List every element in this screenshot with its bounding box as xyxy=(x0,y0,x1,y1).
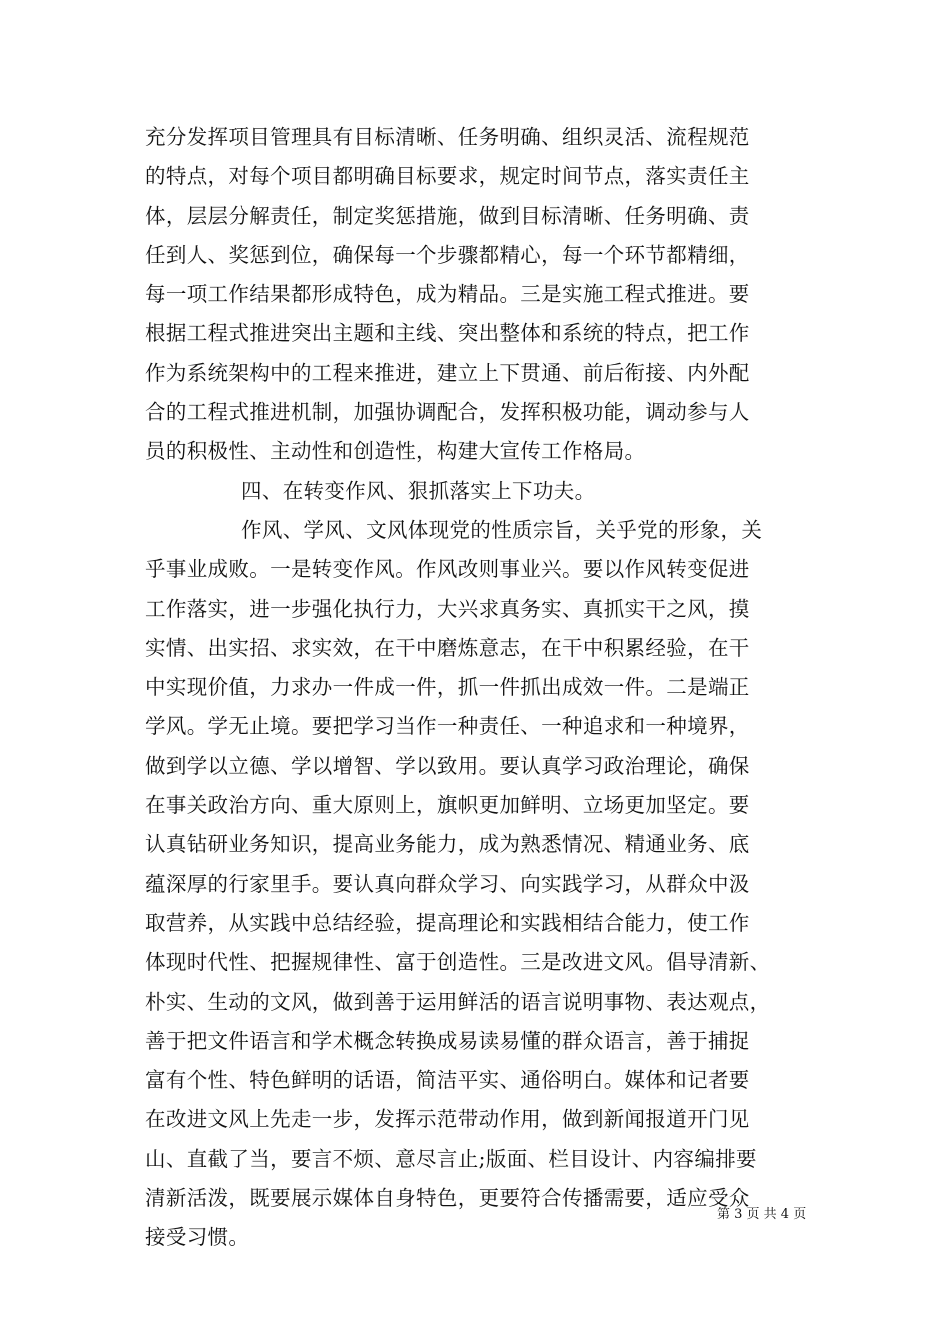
text-line: 实情、出实招、求实效，在干中磨炼意志，在干中积累经验，在干 xyxy=(145,635,750,660)
text-line: 根据工程式推进突出主题和主线、突出整体和系统的特点，把工作 xyxy=(145,321,750,346)
body-text xyxy=(145,118,825,1258)
text-line: 学风。学无止境。要把学习当作一种责任、一种追求和一种境界， xyxy=(145,714,750,739)
text-line: 蕴深厚的行家里手。要认真向群众学习、向实践学习，从群众中汲 xyxy=(145,871,750,896)
text-line: 善于把文件语言和学术概念转换成易读易懂的群众语言，善于捕捉 xyxy=(145,1028,750,1053)
text-line: 作风、学风、文风体现党的性质宗旨，关乎党的形象，关 xyxy=(241,517,763,542)
text-line: 富有个性、特色鲜明的话语，简洁平实、通俗明白。媒体和记者要 xyxy=(145,1068,750,1093)
text-line: 做到学以立德、学以增智、学以致用。要认真学习政治理论，确保 xyxy=(145,753,750,778)
text-line: 在改进文风上先走一步，发挥示范带动作用，做到新闻报道开门见 xyxy=(145,1107,750,1132)
text-line: 山、直截了当，要言不烦、意尽言止;版面、栏目设计、内容编排要 xyxy=(145,1146,757,1171)
text-line: 每一项工作结果都形成特色，成为精品。三是实施工程式推进。要 xyxy=(145,282,750,307)
text-line: 接受习惯。 xyxy=(145,1225,250,1250)
text-line: 充分发挥项目管理具有目标清晰、任务明确、组织灵活、流程规范 xyxy=(145,125,750,149)
text-line: 朴实、生动的文风，做到善于运用鲜活的语言说明事物、表达观点， xyxy=(145,989,771,1014)
section-heading: 四、在转变作风、狠抓落实上下功夫。 xyxy=(241,478,596,503)
text-line: 合的工程式推进机制，加强协调配合，发挥积极功能，调动参与人 xyxy=(145,400,750,425)
text-line: 取营养，从实践中总结经验，提高理论和实践相结合能力，使工作 xyxy=(145,910,750,935)
text-line: 乎事业成败。一是转变作风。作风改则事业兴。要以作风转变促进 xyxy=(145,557,750,582)
text-line: 员的积极性、主动性和创造性，构建大宣传工作格局。 xyxy=(145,439,646,464)
text-line: 中实现价值，力求办一件成一件，抓一件抓出成效一件。二是端正 xyxy=(145,675,750,700)
text-line: 在事关政治方向、重大原则上，旗帜更加鲜明、立场更加坚定。要 xyxy=(145,793,750,818)
text-line: 清新活泼，既要展示媒体自身特色，更要符合传播需要，适应受众 xyxy=(145,1186,750,1211)
text-line: 任到人、奖惩到位，确保每一个步骤都精心，每一个环节都精细， xyxy=(145,242,750,267)
text-line: 工作落实，进一步强化执行力，大兴求真务实、真抓实干之风，摸 xyxy=(145,596,750,621)
text-line: 体，层层分解责任，制定奖惩措施，做到目标清晰、任务明确、责 xyxy=(145,203,750,228)
page-number-footer: 第 3 页 共 4 页 xyxy=(717,1207,807,1222)
text-line: 体现时代性、把握规律性、富于创造性。三是改进文风。倡导清新、 xyxy=(145,950,771,975)
text-line: 认真钻研业务知识，提高业务能力，成为熟悉情况、精通业务、底 xyxy=(145,832,750,857)
text-line: 作为系统架构中的工程来推进，建立上下贯通、前后衔接、内外配 xyxy=(145,360,750,385)
text-line: 的特点，对每个项目都明确目标要求，规定时间节点，落实责任主 xyxy=(145,164,750,189)
